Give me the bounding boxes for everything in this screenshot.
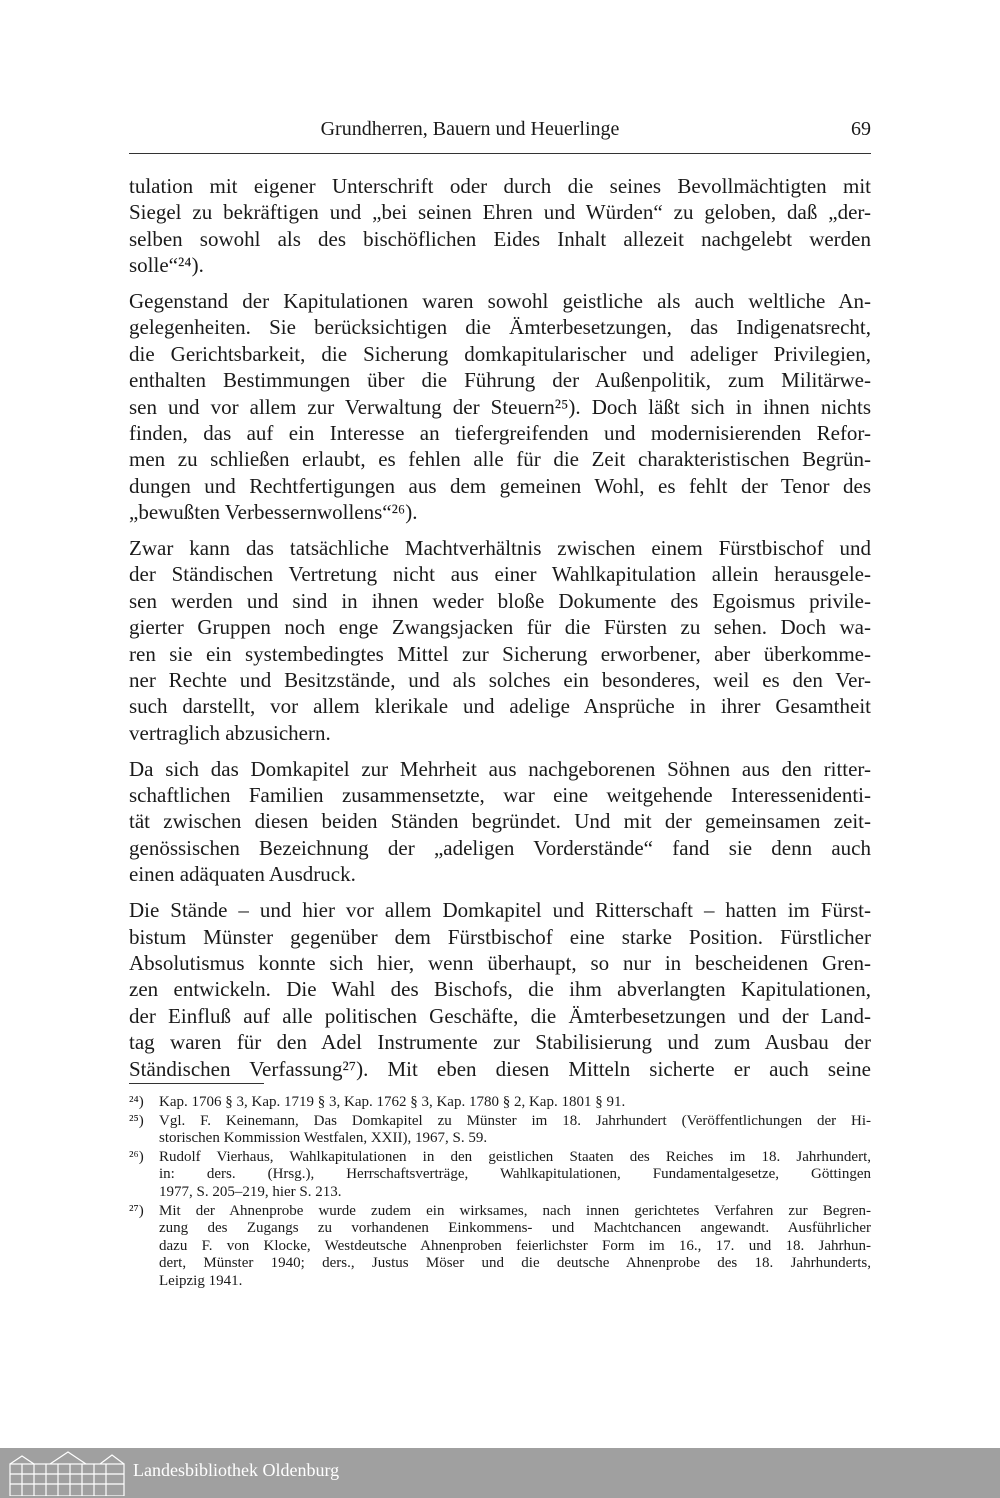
footnote-number: ²⁵) — [129, 1112, 144, 1129]
text-line: finden, das auf ein Interesse an tiefergreifenden und modernisierenden Refor- — [129, 421, 871, 446]
text-line: gelegenheiten. Sie berücksichtigen die Ämterbesetzungen, das Indigenatsrecht, — [129, 315, 871, 340]
paragraph — [129, 897, 871, 1082]
footnote-line: 1977, S. 205–219, hier S. 213. — [159, 1183, 342, 1200]
text-line: zen entwickeln. Die Wahl des Bischofs, die ihm abverlangten Kapitulationen, — [129, 977, 871, 1002]
text-line: einen adäquaten Ausdruck. — [129, 862, 356, 887]
text-line: such darstellt, vor allem klerikale und adelige Ansprüche in ihrer Gesamtheit — [129, 694, 871, 719]
text-line: tät zwischen diesen beiden Ständen begründet. Und mit der gemeinsamen zeit- — [129, 809, 871, 834]
text-line: die Gerichtsbarkeit, die Sicherung domkapitularischer und adeliger Privilegien, — [129, 341, 871, 366]
text-line: schaftlichen Familien zusammensetzte, war eine weitgehende Interessenidenti- — [129, 783, 871, 808]
footnote-number: ²⁷) — [129, 1202, 144, 1219]
text-line: selben sowohl als des bischöflichen Eides Inhalt allezeit nachgelebt werden — [129, 226, 871, 251]
text-line: genössischen Bezeichnung der „adeligen Vorderstände“ fand sie denn auch — [129, 835, 871, 860]
footnote-line: in: ders. (Hrsg.), Herrschaftsverträge, Wahlkapitulationen, Fundamentalgesetze, Göttingen — [159, 1166, 871, 1183]
text-line: sen werden und sind in ihnen weder bloße Dokumente des Egoismus privile- — [129, 588, 871, 613]
page-number: 69 — [851, 118, 871, 140]
footnote-line: Kap. 1706 § 3, Kap. 1719 § 3, Kap. 1762 § 3, Kap. 1780 § 2, Kap. 1801 § 91. — [159, 1094, 626, 1110]
text-line: Absolutismus konnte sich hier, wenn überhaupt, so nur in bescheidenen Gren- — [129, 950, 871, 975]
text-line: ren sie ein systembedingtes Mittel zur Sicherung erworbener, aber überkomme- — [129, 641, 871, 666]
text-line: der Ständischen Vertretung nicht aus einer Wahlkapitulation allein herausgele- — [129, 562, 871, 587]
text-line: solle“²⁴). — [129, 253, 204, 278]
text-line: Ständischen Verfassung²⁷). Mit eben diesen Mitteln sicherte er auch seine — [129, 1056, 871, 1081]
footnote-rule — [129, 1083, 264, 1084]
text-line: Zwar kann das tatsächliche Machtverhältnis zwischen einem Fürstbischof und — [129, 536, 871, 561]
footnote-line: Rudolf Vierhaus, Wahlkapitulationen in den geistlichen Staaten des Reiches im 18. Jahrhundert, — [159, 1148, 871, 1165]
text-line: tulation mit eigener Unterschrift oder durch die seines Bevollmächtigten mit — [129, 174, 871, 198]
library-building-icon — [8, 1450, 126, 1496]
footnote — [129, 1149, 871, 1202]
footnote-line: dazu F. von Klocke, Westdeutsche Ahnenproben feierlichster Form im 16., 17. und 18. Jahrhun- — [159, 1237, 871, 1254]
text-line: Da sich das Domkapitel zur Mehrheit aus nachgeborenen Söhnen aus den ritter- — [129, 756, 871, 781]
text-line: ner Rechte und Besitzstände, und als solches ein besonderes, weil es den Ver- — [129, 668, 871, 693]
text-line: vertraglich abzusichern. — [129, 720, 331, 745]
footnote-line: Leipzig 1941. — [159, 1272, 243, 1289]
text-line: gierter Gruppen noch enge Zwangsjacken für die Fürsten zu sehen. Doch wa- — [129, 615, 871, 640]
text-line: „bewußten Verbessernwollens“²⁶). — [129, 500, 418, 525]
footnote-number: ²⁶) — [129, 1148, 144, 1165]
footnote-line: storischen Kommission Westfalen, XXII), 1967, S. 59. — [159, 1130, 488, 1147]
footnote-number: ²⁴) — [129, 1094, 144, 1110]
running-header — [129, 118, 871, 146]
text-line: men zu schließen erlaubt, es fehlen alle für die Zeit charakteristischen Begrün- — [129, 447, 871, 472]
footnote-line: Vgl. F. Keinemann, Das Domkapitel zu Münster im 18. Jahrhundert (Veröffentlichungen der Hi- — [159, 1112, 871, 1129]
body-text — [129, 173, 871, 1091]
text-line: Gegenstand der Kapitulationen waren sowohl geistliche als auch weltliche An- — [129, 289, 871, 314]
footnote — [129, 1203, 871, 1291]
footnotes — [129, 1094, 871, 1292]
footnote — [129, 1094, 871, 1112]
library-footer — [0, 1448, 1000, 1498]
paragraph — [129, 288, 871, 526]
footnote-line: Mit der Ahnenprobe wurde zudem ein wirksames, nach innen gerichtetes Verfahren zur Begren- — [159, 1202, 871, 1219]
paragraph — [129, 756, 871, 888]
text-line: enthalten Bestimmungen über die Führung der Außenpolitik, zum Militärwe- — [129, 368, 871, 393]
text-line: Siegel zu bekräftigen und „bei seinen Ehren und Würden“ zu geloben, daß „der- — [129, 200, 871, 225]
text-line: dungen und Rechtfertigungen aus dem gemeinen Wohl, es fehlt der Tenor des — [129, 473, 871, 498]
paragraph — [129, 173, 871, 279]
text-line: sen und vor allem zur Verwaltung der Steuern²⁵). Doch läßt sich in ihnen nichts — [129, 394, 871, 419]
text-line: der Einfluß auf alle politischen Geschäfte, die Ämterbesetzungen und der Land- — [129, 1003, 871, 1028]
footnote-line: zung des Zugangs zu vorhandenen Einkommens- und Machtchancen angewandt. Ausführlicher — [159, 1220, 871, 1237]
paragraph — [129, 535, 871, 746]
text-line: bistum Münster gegenüber dem Fürstbischof eine starke Position. Fürstlicher — [129, 924, 871, 949]
running-title: Grundherren, Bauern und Heuerlinge — [320, 118, 620, 140]
text-line: tag waren für den Adel Instrumente zur Stabilisierung und zum Ausbau der — [129, 1030, 871, 1055]
header-rule — [129, 153, 871, 154]
footnote — [129, 1113, 871, 1148]
footnote-line: dert, Münster 1940; ders., Justus Möser und die deutsche Ahnenprobe des 18. Jahrhunderts, — [159, 1255, 871, 1272]
text-line: Die Stände – und hier vor allem Domkapitel und Ritterschaft – hatten im Fürst- — [129, 898, 871, 923]
library-name: Landesbibliothek Oldenburg — [133, 1460, 340, 1480]
